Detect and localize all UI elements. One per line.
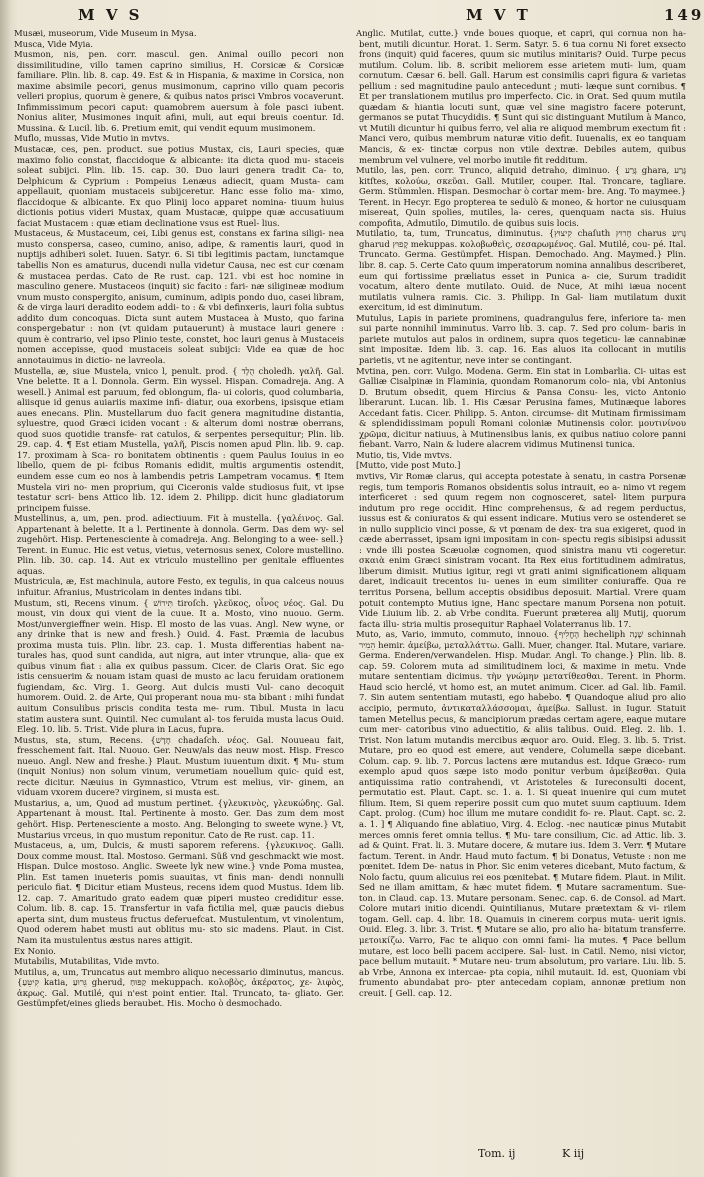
dictionary-entry: Mvtina, pen. corr. Vulgo. Modena. Germ. Ein stat in Lombarlia. Ci- uitas est Galliæ Cisalpinæ in Flaminia, quondam Romanorum colo- nia, vbi Antonius D. Brutum obsedit, quem Hircius & Pansa Consu- les, victo Antonio liberarunt. Lucan. lib. 1. His Cæsar Perusina fames, Mutinæque labores Accedant fatis. Cicer. Philipp. 5. Anton. circumse- dit Mutinam firmissimam & splendidissimam populi Romani coloniæ Mutinensis color. μουτινίνου χρῶμα, dicitur natiuus, à Mutinensibus lanis, ex quibus natiuo colore panni fiebant. Varro, Nain & ludere alacrem vidimus Mutinensi tunica. (356, 365, 686, 450)
dictionary-entry: Mustellinus, a, um, pen. prod. adiectiuum. Fit à mustella. {γαλέινος. Gal. Appartenant à belette. It a l. Pertinente à donnola. Germ. Das dem wy- sel zugehört. Hisp. Pertenesciente à comadreja. Ang. Belonging to a wee- sell.} Terent. in Eunuc. Hic est vetus, vietus, veternosus senex, Colore mustellino. Plin. lib. 30. cap. 14. Aut ex vtriculo mustellino per genitale effluentes aquas. (14, 513, 344, 576)
header-right-word: M V T (466, 6, 531, 24)
dictionary-entry: Mustricula, æ, Est machinula, autore Festo, ex tegulis, in qua calceus nouus infuitur. Afranius, Mustricolam in dentes indans tibi. (14, 576, 344, 597)
dictionary-entry: Mustaceus, a, um, Dulcis, & musti saporem referens. {γλευκινος. Galli. Doux comme moust. Ital. Mostoso. Germani. Süß vnd geschmackt wie most. Hispan. Dulce mostoso. Anglic. Sweete lyk new wine.} vnde Poma mustea, Plin. Est tamen inueteris pomis suauitas, vt finis man- dendi nonnulli periculo fiat. ¶ Dicitur etiam Musteus, recens idem quod Mustus. Idem lib. 12. cap. 7. Amaritudo grato eadem quæ piperi musteo crediditur esse. Colum. lib. 8. cap. 15. Transfertur in vafa fictilia mel, quæ paucis diebus aperta sint, dum musteus fructus deferuefcat. Mustulentum, vt vinolentum, Quod oderem habet musti aut oblitus mu- sto sic madens. Plaut. in Cist. Nam ita mustulentus æstus nares attigit. (14, 840, 344, 946)
dictionary-entry: Mutulus, Lapis in pariete prominens, quadrangulus fere, inferiore ta- men sui parte nonnihil imminutus. Varro lib. 3. cap. 7. Sed pro colum- baris in pariete mutulos aut palos in ordinem, supra quos tegeticu- læ cannabinæ sint impositæ. Idem lib. 3. cap. 16. Eas aluos ita collocant in mutilis parietis, vt ne agitentur, neve inter se contingant. (356, 312, 686, 365)
dictionary-entry: Muflo, mussas, Vide Mutio in mvtvs. (14, 133, 170, 144)
page-gutter (0, 0, 10, 1177)
page-number: 149 (664, 6, 704, 24)
dictionary-entry: Mustus, sta, stum, Recens. {חָדָשׁ chadaſch. νέος. Gal. Nouueau fait, fresschement fait. Ital. Nuouo. Ger. Neuw/als das neuw most. Hisp. Fresco nueuo. Angl. New and freshe.} Plaut. Mustum iuuentum dixit. ¶ Mu- stum (inquit Nonius) non solum vinum, verumetiam nouellum quic- quid est, recte dicitur. Næuius in Gymnastico, Vtrum est melius, vir- ginem, an viduam vxorem ducere? virginem, si musta est. (14, 734, 344, 798)
dictionary-entry: mvtivs, Vir Romæ clarus, qui accepta potestate à senatu, in castra Porsenæ regis, tum temporis Romanos obsidentis solus intrauit, eo a- nimo vt regem interficeret : sed quum regem non cognosceret, satel- litem purpura indutum pro rege occidit. Hinc comprehensus, & ad regem perductus, iussus est & coniuratos & qui essent indicare. Mutius vero se ostenderet se in nullo supplicio vinci posse, & vt pœnam de dex- tra sua exigeret, quod in cæde aberrasset, ipsam igni impositam in con- spectu regis sibisipsi adussit : vnde illi postea Scæuolæ cognomen, quod sinistra manu vti cogeretur. σκαιὰ enim Græci sinistram vocant. Ita Rex eius fortitudinem admiratus, liberum dimisit. Mutius igitur, regi vt grati animi significationem aliquam daret, indicauit trecentos iu- uenes in eum similiter coniuraffe. Qua re territus Porsena, bellum acceptis obsidibus deposuit. Martial. Vrere quam potuit contempto Mutius igne, Hanc spectare manum Porsena non potuit. Vide Liuium lib. 2. ab Vrbe condita. Fuerunt præterea alij Mutij, quorum facta illu- stria multis prosequitur Raphael Volaterranus lib. 17. (356, 470, 686, 629)
signature-mark: K iij (562, 1147, 585, 1160)
dictionary-entry: Mutio, tis, Vide mvtvs. (356, 449, 453, 460)
dictionary-entry: Musca, Vide Myia. (14, 38, 94, 49)
dictionary-entry: Mutilus, a, um, Truncatus aut membro aliquo necessario diminutus, mancus. {קִיטֵּעַ katia, גֵּרוּעַ gherud, קַפּוּחַ mekuppach. κολοβὸς, ἀκέρατος, χε- λιφὸς, ἀκρως. Gal. Mutilé, qui n'est point entier. Ital. Truncato, ta- gliato. Ger. Gestümpfet/eines glieds beraubet. His. Mocho ò desmochado. (14, 966, 344, 1009)
dictionary-entry: Mustacæ, ces, pen. product. sue potius Mustax, cis, Lauri species, quæ maximo folio constat, flaccidoque & albicante: ita dicta quod mu- staceis soleat subijci. Plin. lib. 15. cap. 30. Duo lauri genera tradit Ca- to, Delphicum & Cyprium : Pompeius Lenæus adiecit, quam Musta- cam appellauit, quoniam mustaceis subijceretur. Hanc esse folio ma- ximo, flaccidoque & albicante. Ex quo Plinij loco apparet nomina- tiuum huius dictionis potius videri Mustax, quam Mustacæ, quippe quæ accusatiuum faciat Mustacem : quæ etiam declinatione vsus est Ruel- lius. (14, 144, 344, 228)
dictionary-entry: Anglic. Mutilat, cutte.} vnde boues quoque, et capri, qui cornua non ha- bent, mutili dicuntur. Horat. 1. Serm. Satyr. 5. 6 tua cornu Ni foret exsecto frons (inquit) quid faceres, quum sic mutilus minitaris? Ouid. Turpe pecus mutilum. Colum. lib. 8. scribit meliorem esse arietem muti- lum, quam cornutum. Cæsar 6. bell. Gall. Harum est consimilis capri figura & varietas pellium : sed magnitudine paulo antecedunt ; muti- læque sunt cornibus. ¶ Et per translationem mutilus pro imperfecto. Cic. in Orat. Sed quum mutila quædam & hiantia locuti sunt, quæ vel sine magistro facere poterunt, germanos se putat Thucydidis. ¶ Sunt qui sic distinguant Mutilum à Manco, vt Mutili dicuntur hi quibus ferro, vel alia re aliquod membrum exectum fit : Manci vero, quibus membrum naturæ vitio defit. Iuuenalis, ex eo tanquam Mancis, & ex- tinctæ corpus non vtile dextræ. Debiles autem, quibus membrum vel vulnere, vel morbo inutile fit redditum. (356, 28, 686, 165)
dictionary-entry: Mutilo, las, pen. corr. Trunco, aliquid detraho, diminuo. { גָּרַע ghara, גָּרַע kitſtes, κολούω, σκεῦαι. Gall. Mutiler, couper. Ital. Troncare, tagliare. Germ. Stümmlen. Hispan. Desmochar ò cortar mem- bre. Ang. To maymee.} Terent. in Hecyr. Ego propterea te sedulò & moneo, & hortor ne cuiusquam misereat, Quin spolies, mutiles, la- ceres, quenquam nacta sis. Huius compofita, Admutilo, Dimutilo. de quibus suis locis. (356, 165, 686, 228)
dictionary-entry: Musmon, nis, pen. corr. mascul. gen. Animal ouillo pecori non dissimilitudine, villo tamen caprino similius, H. Corsicæ & Corsicæ familiare. Plin. lib. 8. cap. 49. Est & in Hispania, & maxime in Corsica, non maxime absimile pecori, genus musimonum, caprino villo quam pecoris velleri propius, quorum è genere, & quibus natos prisci Vmbros vocaverunt. Infimmissimum pecori caput: quamobrem auersum à fole pasci iubent. Nonius aliter, Musimones inquit afini, muli, aut equi breuis coentur. Id. Mussina. & Lucil. lib. 6. Pretium emit, qui vendit equum musimonem. (14, 49, 344, 133)
page-footer (356, 1145, 686, 1163)
dictionary-entry: Musæi, museorum, Vide Museum in Mysa. (14, 28, 197, 38)
right-column (356, 28, 686, 1146)
dictionary-entry: Mutabilis, Mutabilitas, Vide mvto. (14, 956, 160, 967)
running-header (0, 2, 704, 28)
dictionary-entry: Mustaceus, & Mustaceum, cei, Libi genus est, constans ex farina siligi- nea musto conspersa, caseo, cumino, aniso, adipe, & ramentis lauri, quod in nuptijs adhiberi solet. Iuuen. Satyr. 6. Si tibi legitimis pactam, iunctamque tabellis Non es amaturus, ducendi nulla videtur Causa, nec est cur cœnam & mustacea perdas. Cato de Re rust. cap. 121. vbi est hoc nomine in masculino genere. Mustaceos (inquit) sic facito : fari- næ siligineæ modium vnum musto conspergito, anisum, cuminum, adipis pondo duo, casei libram, & de virga lauri deradito eodem addi- to : & vbi definxeris, lauri folia subtus addito dum concoquas. Dicta sunt autem Mustacea à Musto, quo farina conspergebatur : non (vt quidam putauerunt) à mustace lauri genere : quum è contrario, vel ipso Plinio teste, constet, hoc lauri genus à Mustaceis nomen accepisse, quod mustaceis soleat subijci: Vide ea quæ de hoc annotauimus in dictio- ne lavreola. (14, 228, 344, 365)
dictionary-entry: Mustella, æ, siue Mustela, vnico l, penult. prod. { הֻלֶד choledh. γαλῆ. Gal. Vne belette. It a l. Donnola. Germ. Ein wyssel. Hispan. Comadreja. Ang. A wesell.} Animal est paruum, fed oblongum, fla- ui coloris, quod columbaria, aliisque id genus auiariis maxime infi- diatur, oua exorbens, ipsisque etiam aues enecans. Plin. Mustellarum duo facit genera magnitudine distantia, syluestre, quod Græci iciden vocant : & alterum domi nostræ oberrans, quod suos quotidie transfe- rat catulos, & serpentes persequitur; Plin. lib. 29. cap. 4. ¶ Est etiam Mustella, γαλῆ, Piscis nomen apud Plin. lib. 9. cap. 17. proximam à Sca- ro bonitatem obtinentis : quem Paulus Iouius in eo libello, quem de pi- fcibus Romanis edidit, multis argumentis ostendit, eundem esse cum eo nos à lambendis petris Lampetram vocamus. ¶ Item Mustela viri no- men proprium, qui Ciceronis valde studiosus fuit, vt ipse testatur scri- bens Attico lib. 12. idem 2. Philipp. dicit hunc gladiatorum principem fuisse. (14, 365, 344, 513)
volume-label: Tom. ij (478, 1147, 516, 1160)
dictionary-entry: Ex Nonio. (14, 945, 56, 956)
left-column (14, 28, 344, 1146)
header-left-word: M V S (78, 6, 143, 24)
dictionary-entry: Muto, as, Vario, immuto, commuto, innouo. {הֶחֱלִיף hecheliph שָׁנָה schinnah הֵמִיר hemir. ἀμείβω, μεταλλάττω. Galli. Muer, changer. Ital. Mutare, variare. Germa. Enderen/verwandelen. Hisp. Mudar. Angl. To change.} Plin. lib. 8. cap. 59. Colorem muta ad similitudinem loci, & maxime in metu. Vnde mutare sententiam dicimus. τὴν γνώμην μετατίθεσθαι. Terent. in Phorm. Haud scio herclé, vt homo est, an mutet animum. Cicer. ad Gal. lib. Famil. 7. Sin autem sententiam mutasti, ego habebo. ¶ Quandoque aliud pro alio accipio, permuto, ἀντικαταλλάσσομαι, ἀμείβω. Sallust. in Iugur. Statuit tamen Metellus pecus, & mancipiorum prædas certam agere, eaque mutare cum mer- catoribus vino aduectitio, & aliis talibus. Ouid. Eleg. 2. lib. 1. Trist. Non latum mutandis mercibus æquor aro. Ouid. Eleg. 3. lib. 5. Trist. Mutare, pro eo quod est emere, aut vendere, Columella sæpe dicebant. Colum. cap. 9. lib. 7. Porcus lactens ære mutandus est. Idque Græco- rum exemplo apud quos sæpe isto modo ponitur verbum ἀμείβεσθαι. Quia antiquissima ratio contrahendi, vt Aristoteles & Iureconsulti docent, permutatio est. Plaut. Capt. sc. 1. a. 1. Si queat inuenire qui cum mutet filium. Item, Si quem reperire possit cum quo mutet suum captiuum. Idem Capt. prolog. (Cum) hoc illum me mutare condidit fo- re. Plaut. Capt. sc. 2. a. 1. ] ¶ Aliquando fine ablatiuo, Virg. 4. Eclog. -nec nauticæ pinus Mutabit merces omnis feret omnia tellus. ¶ Mu- tare consilium, Cic. ad Attic. lib. 3. ad & Quint. Frat. li. 3. Mutare docere, & mutare ius. Idem 3. Verr. ¶ Mutare factum. Terent. in Andr. Haud muto factum. ¶ bi Donatus, Vetuste : non me pœnitet. Idem De- natus in Phor. Sic enim veteres dicebant, Muto factum, & Nolo factu, quum alicuius rei eos pœnitebat. ¶ Mutare fidem. Plaut. in Milit. Sed ne illam amittam, & hæc mutet fidem. ¶ Mutare sacramentum. Sue- ton. in Claud. cap. 13. Mutare personam. Senec. cap. 6. de Consol. ad Mart. Colore mutari initio dicendi. Quintilianus, Mutare prætextam & vi- rilem togam. Gell. cap. 4. libr. 18. Quamuis in cinerem corpus muta- uerit ignis. Ouid. Eleg. 3. libr. 3. Trist. ¶ Mutare se alio, pro alio ha- bitatum transferre. μετοικίζω. Varro, Fac te aliquo con omni fami- lia mutes. ¶ Pace bellum mutare, est loco belli pacem accipere. Sal- lust. in Catil. Nemo, nisi victor, pace bellum mutauit. * Mutare neu- trum absolutum, pro variare. Liu. lib. 5. ab Vrbe, Annona ex intercae- pta copia, nihil mutauit. Id. est, Quoniam vbi frumento abundabat pro- pter antecedam copiam, annonæ pretium non creuit. [ Gell. cap. 12. (356, 629, 687, 998)
dictionary-entry: Mustum, sti, Recens vinum. { תִּירוֹשׁ tiroſch. γλεῦκος, οἶνος νέος. Gal. Du moust, vin doux qui vient de la cuue. It a. Mosto, vino nuouo. Germ. Most/unvergieffner wein. Hisp. El mosto de las vuas. Angl. New wyne, or any drinke that is new and fresh.} Ouid. 4. Fast. Præmia de lacubus proxima musta tuis. Plin. libr. 23. cap. 1. Musta differentias habent na- turales has, quod sunt candida, aut nigra, aut inter vtrunque, alia- que ex quibus vinum fiat : alia ex quibus passum. Cicer. de Claris Orat. Sic ego istis censuerim & nouam istam quasi de musto ac lacu feruidam orationem fugiendam, &c. Virg. 1. Georg. Aut dulcis musti Vul- cano decoquit humorem. Ouid. 2. de Arte, Qui properant noua mu- sta bibant : mihi fundat auitum Consulibus priscis condita testa me- rum. Tibul. Musta in lacu statim austera sunt. Quintil. Nec cumulant al- tos feruida musta lacus Ouid. Eleg. 10. lib. 5. Trist. Vide plura in Lacus, fupra. (14, 597, 344, 735)
dictionary-entry: Mustarius, a, um, Quod ad mustum pertinet. {γλευκινὸς, γλευκώδης. Gal. Appartenant à moust. Ital. Pertinente à mosto. Ger. Das zum dem most gehört. Hisp. Pertenesciente a mosto. Ang. Belonging to sweete wyne.} Vt, Mustarius vrceus, in quo mustum reponitur. Cato de Re rust. cap. 11. (14, 797, 344, 840)
dictionary-entry: Mutilatio, ta, tum, Truncatus, diminutus. {קִיצוּץ chaſuth חָרוּץ charus גָּרוּעַ gharud קָפוּץ mekuppas. κολοβωθεὶς, σεσαρωμένος. Gal. Mutilé, cou- pé. Ital. Truncato. Germa. Gestümpfet. Hispan. Demochado. Ang. Maymed.} Plin. libr. 8. cap. 5. Certe Cato quum imperatorum nomina annalibus describeret, eum qui fortissime præliatus esset in Punica a- cie, Surum tradidit vocatum, altero dente mutilato. Ouid. de Nuce, At mihi iæua nocent mutilatis vulnera ramis. Cic. 3. Philipp. In Gal- liam mutilatum duxit exercitum, id est diminutum. (356, 228, 687, 313)
dictionary-entry: [Mutto, vide post Muto.] (356, 460, 461, 471)
